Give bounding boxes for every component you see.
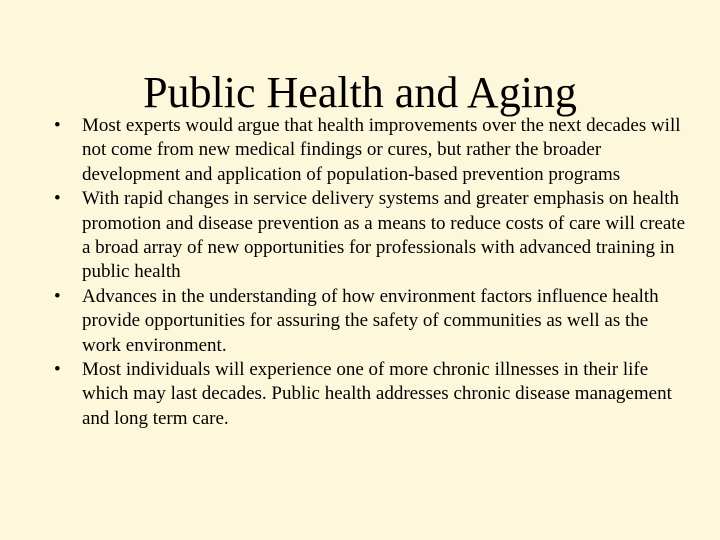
bullet-icon: • [54,285,61,307]
bullet-text: Most experts would argue that health improvements over the next decades will not come from new medical findings or cures, but rather the broader development and application of population-based prevention programs [82,115,681,185]
bullet-text: Most individuals will experience one of more chronic illnesses in their life which may last decades. Public health addresses chronic disease management and long term care. [82,359,672,429]
bullet-item [54,187,690,285]
bullet-icon: • [54,359,61,381]
bullet-icon: • [54,115,61,136]
bullet-text: Advances in the understanding of how environment factors influence health provide opportunities for assuring the safety of communities as well as the work environment. [82,285,659,356]
slide-title: Public Health and Aging [143,68,577,117]
bullet-text: With rapid changes in service delivery systems and greater emphasis on health promotion and disease prevention as a means to reduce costs of care will create a broad array of new opportunities for professionals with advanced training in public health [82,188,686,283]
bullet-item [54,358,690,431]
bullet-item [54,114,690,187]
bullet-icon: • [54,188,61,210]
bullet-item [54,285,690,358]
bullet-list [54,114,690,431]
